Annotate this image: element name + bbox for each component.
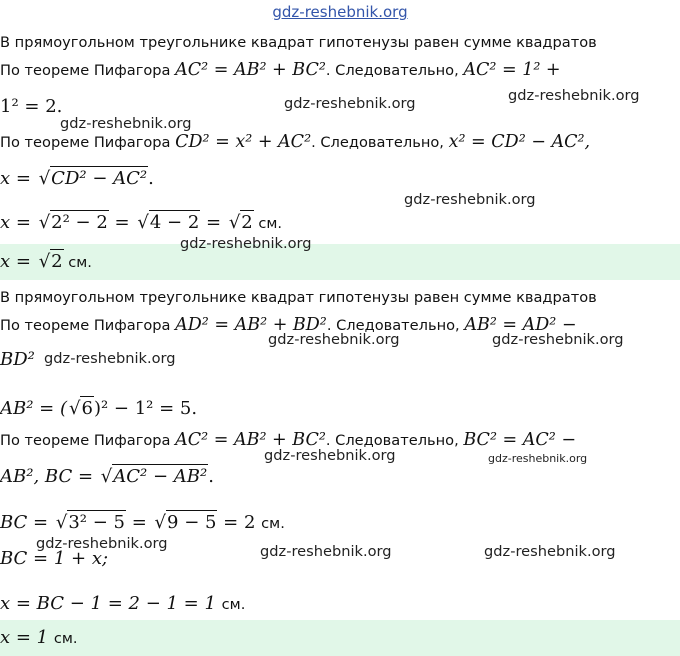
- part2-line7-eq: BC = 1 + x;: [0, 548, 109, 569]
- part1-answer-unit: см.: [63, 254, 92, 271]
- part1-intro: В прямоугольном треугольнике квадрат гипотенузы равен сумме квадратов: [0, 34, 597, 51]
- sqrt-symbol: √2: [38, 251, 63, 272]
- part2-line1-text: По теореме Пифагора: [0, 317, 176, 334]
- part1-line5-radicand1: 2² − 2: [51, 212, 108, 233]
- part1-answer-box: [0, 244, 680, 280]
- part2-line4-eq2: BC² = AC² −: [463, 430, 577, 450]
- sqrt-symbol: √6: [69, 398, 93, 419]
- part1-line1-eq2: AC² = 1² +: [463, 60, 561, 80]
- part1-line3-text2: . Следовательно,: [311, 134, 449, 151]
- part2-line4-eq: AC² = AB² + BC²: [175, 430, 326, 450]
- part2-line3: [0, 398, 680, 419]
- part1-line4-end: .: [148, 168, 154, 189]
- watermark-text: gdz-reshebnik.org: [36, 535, 168, 552]
- part2-line1-eq2: AB² = AD² −: [464, 315, 577, 335]
- part1-line4-radicand: CD² − AC²: [51, 168, 148, 189]
- part2-line1-text2: . Следовательно,: [326, 317, 465, 334]
- sqrt-symbol: √9 − 5: [154, 512, 217, 533]
- site-header-link[interactable]: gdz-reshebnik.org: [272, 3, 408, 21]
- part2-line6-radicand1: 3² − 5: [68, 512, 125, 533]
- part2-answer: [0, 627, 680, 648]
- watermark-text: gdz-reshebnik.org: [484, 543, 616, 560]
- part1-line5-x: x =: [0, 212, 37, 233]
- part2-line6-a: BC =: [0, 512, 54, 533]
- part2-line3-b: )² − 1² = 5.: [93, 398, 198, 419]
- part2-line1-eq: AD² = AB² + BD²: [175, 315, 327, 335]
- part2-answer-eq: x = 1: [0, 627, 54, 648]
- part2-line6-mid: =: [126, 512, 153, 533]
- watermark-text: gdz-reshebnik.org: [60, 115, 192, 132]
- part2-line8-unit: см.: [221, 596, 246, 613]
- part2-answer-box: [0, 620, 680, 656]
- watermark-text: gdz-reshebnik.org: [44, 350, 176, 367]
- part1-line5-radicand2: 4 − 2: [149, 212, 200, 233]
- watermark-text: gdz-reshebnik.org: [268, 331, 400, 348]
- part2-line6-radicand2: 9 − 5: [167, 512, 217, 533]
- part2-line8-eq: x = BC − 1 = 2 − 1 = 1: [0, 593, 222, 614]
- sqrt-symbol: √2² − 2: [38, 212, 108, 233]
- part2-line6-end: = 2: [217, 512, 262, 533]
- sqrt-symbol: √AC² − AB²: [100, 466, 208, 487]
- part1-line3: [0, 132, 680, 152]
- part1-line1-text: По теореме Пифагора: [0, 62, 176, 79]
- watermark-text: gdz-reshebnik.org: [264, 447, 396, 464]
- part2-line8: [0, 593, 680, 614]
- watermark-text: gdz-reshebnik.org: [488, 452, 588, 465]
- part1-line2: 1² = 2.: [0, 96, 63, 117]
- part1-line4-x: x =: [0, 168, 37, 189]
- part2-line5-end: .: [208, 466, 214, 487]
- watermark-text: gdz-reshebnik.org: [492, 331, 624, 348]
- part1-answer: [0, 251, 680, 272]
- sqrt-symbol: √2: [228, 212, 253, 233]
- part2-intro: В прямоугольном треугольнике квадрат гипотенузы равен сумме квадратов: [0, 289, 597, 306]
- sqrt-symbol: √CD² − AC²: [38, 168, 148, 189]
- part1-line1-eq: AC² = AB² + BC²: [175, 60, 326, 80]
- sqrt-symbol: √4 − 2: [137, 212, 200, 233]
- part2-answer-unit: см.: [53, 630, 78, 647]
- part2-line5: [0, 466, 680, 487]
- part1-line5-radicand3: 2: [241, 212, 253, 233]
- part2-line6-unit: см.: [261, 515, 285, 532]
- part1-line5-mid: =: [108, 212, 136, 233]
- part2-line5-a: AB², BC =: [0, 466, 99, 487]
- part1-answer-radicand: 2: [51, 251, 63, 272]
- part1-line4: [0, 168, 680, 189]
- part2-line3-radicand: 6: [81, 398, 93, 419]
- part2-line4-text2: . Следовательно,: [325, 432, 464, 449]
- part1-line5-unit: см.: [253, 215, 283, 232]
- part1-line1: [0, 60, 680, 80]
- watermark-text: gdz-reshebnik.org: [284, 95, 416, 112]
- watermark-text: gdz-reshebnik.org: [508, 87, 640, 104]
- part2-line2-eq: BD²: [0, 349, 35, 370]
- watermark-text: gdz-reshebnik.org: [404, 191, 536, 208]
- part1-answer-x: x =: [0, 251, 37, 272]
- watermark-text: gdz-reshebnik.org: [260, 543, 392, 560]
- sqrt-symbol: √3² − 5: [55, 512, 125, 533]
- part2-line6: [0, 512, 680, 533]
- part1-line3-text: По теореме Пифагора: [0, 134, 176, 151]
- part1-line3-eq: CD² = x² + AC²: [175, 132, 312, 152]
- part2-line3-a: AB² = (: [0, 398, 67, 419]
- part1-line3-eq2: x² = CD² − AC²,: [448, 132, 591, 152]
- part1-line5: [0, 212, 680, 233]
- watermark-text: gdz-reshebnik.org: [180, 235, 312, 252]
- part1-line5-mid2: =: [200, 212, 227, 233]
- part2-line4-text: По теореме Пифагора: [0, 432, 176, 449]
- part2-line5-radicand: AC² − AB²: [113, 466, 208, 487]
- part1-line1-text2: . Следовательно,: [325, 62, 464, 79]
